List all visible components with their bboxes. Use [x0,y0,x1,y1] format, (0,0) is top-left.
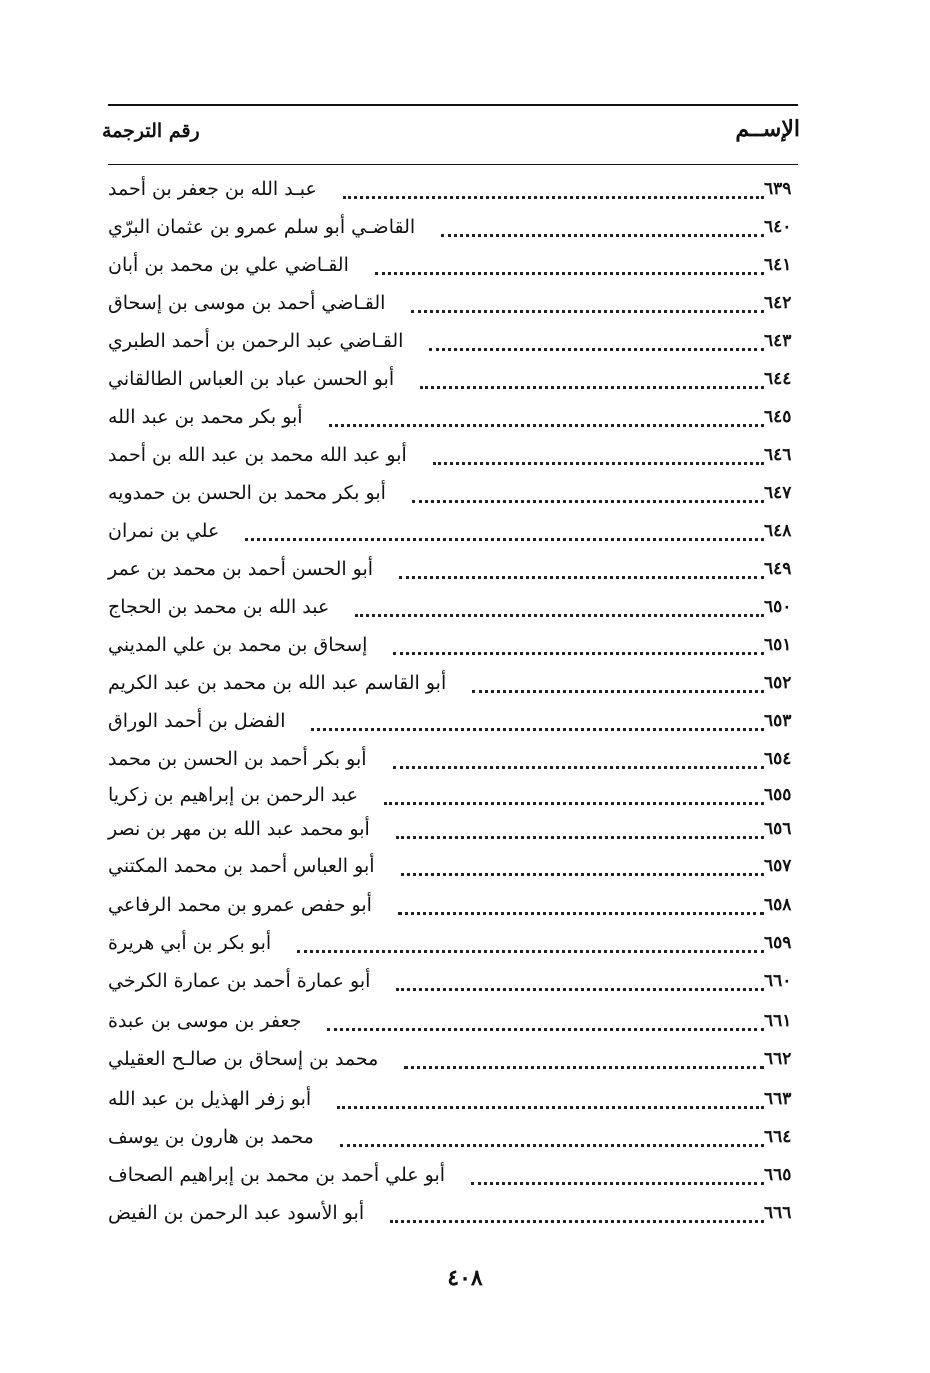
header-rule [108,164,798,165]
dot-leader [327,1028,764,1031]
dot-leader [340,1144,764,1147]
dot-leader [375,272,764,275]
dot-leader [355,614,764,617]
dot-leader [393,766,764,769]
entry-number: ٦٦٤ [764,1127,792,1147]
index-entry-row [100,1158,804,1192]
entry-name: أبو القاسم عبد الله بن محمد بن عبد الكريم [108,672,447,694]
dot-leader [399,576,764,579]
dot-leader [404,1066,764,1069]
entry-number: ٦٥٥ [764,785,792,805]
entry-number: ٦٥٢ [764,673,792,693]
dot-leader [412,500,764,503]
index-entry-row [100,286,804,320]
entry-number: ٦٥٦ [764,819,792,839]
entry-number: ٦٦٣ [764,1089,792,1109]
entry-number: ٦٦٦ [764,1203,792,1223]
dot-leader [297,950,764,953]
entry-number: ٦٥٧ [764,856,792,876]
entry-number: ٦٤٢ [764,293,792,313]
entry-number: ٦٦٥ [764,1165,792,1185]
dot-leader [343,196,764,199]
index-entry-row [100,666,804,700]
entry-name: القـاضي أحمد بن موسى بن إسحاق [108,292,386,314]
dot-leader [441,234,764,237]
entry-name: أبو علي أحمد بن محمد بن إبراهيم الصحاف [108,1164,446,1186]
index-entry-row [100,964,804,998]
entry-number: ٦٤٣ [764,331,792,351]
dot-leader [396,988,764,991]
entry-name: عبـد الله بن جعفر بن أحمد [108,178,317,200]
entry-number: ٦٣٩ [764,179,792,199]
index-entry-row [100,552,804,586]
dot-leader [396,836,764,839]
entry-name: أبو عبد الله محمد بن عبد الله بن أحمد [108,444,407,466]
index-entry-row [100,888,804,922]
index-entry-row [100,248,804,282]
page-number: ٤٠٨ [447,1265,483,1291]
index-entry-row [100,628,804,662]
entry-number: ٦٤٠ [764,217,792,237]
entry-name: أبو محمد عبد الله بن مهر بن نصر [108,818,370,840]
entry-number: ٦٦١ [764,1011,792,1031]
index-entry-row [100,476,804,510]
dot-leader [401,873,764,876]
entry-number: ٦٥٣ [764,711,792,731]
entry-name: أبو الحسن أحمد بن محمد بن عمر [108,558,374,580]
dot-leader [411,310,764,313]
index-entry-row [100,778,804,812]
entry-name: أبو الحسن عباد بن العباس الطالقاني [108,368,395,390]
entry-name: محمد بن هارون بن يوسف [108,1126,314,1148]
index-entry-row [100,400,804,434]
entry-name: محمد بن إسحاق بن صالـح العقيلي [108,1048,379,1070]
entry-number: ٦٥٨ [764,895,792,915]
entry-number: ٦٦٠ [764,971,792,991]
entry-number: ٦٤٩ [764,559,792,579]
entry-name: أبو بكر محمد بن الحسن بن حمدويه [108,482,386,504]
top-rule [108,104,798,106]
entry-name: أبو بكر محمد بن عبد الله [108,406,303,428]
dot-leader [420,386,764,389]
entry-number: ٦٤٦ [764,445,792,465]
index-entry-row [100,210,804,244]
entry-name: أبو العباس أحمد بن محمد المكتني [108,855,375,877]
entry-name: إسحاق بن محمد بن علي المديني [108,634,368,656]
index-entry-row [100,324,804,358]
entry-name: علي بن نمران [108,520,220,542]
entry-number: ٦٤٧ [764,483,792,503]
index-entry-row [100,362,804,396]
index-entry-row [100,1196,804,1230]
entry-name: القـاضي عبد الرحمن بن أحمد الطبري [108,330,404,352]
entry-number: ٦٤٨ [764,521,792,541]
entry-name: أبو عمارة أحمد بن عمارة الكرخي [108,970,371,992]
index-entry-row [100,438,804,472]
entry-number: ٦٥٤ [764,749,792,769]
index-entry-row [100,812,804,846]
entry-name: عبد الله بن محمد بن الحجاج [108,596,330,618]
entry-name: أبو حفص عمرو بن محمد الرفاعي [108,894,372,916]
dot-leader [311,728,764,731]
index-entry-row [100,172,804,206]
index-entry-row [100,1004,804,1038]
dot-leader [472,690,764,693]
dot-leader [471,1182,764,1185]
entry-number: ٦٤١ [764,255,792,275]
dot-leader [429,348,764,351]
index-entry-row [100,1042,804,1076]
entry-number: ٦٤٤ [764,369,792,389]
index-entry-row [100,742,804,776]
entry-name: أبو بكر أحمد بن الحسن بن محمد [108,748,367,770]
dot-leader [398,912,764,915]
index-entry-row [100,1082,804,1116]
column-header-number: رقم الترجمة [102,120,200,142]
entry-name: أبو الأسود عبد الرحمن بن الفيض [108,1202,365,1224]
entry-name: الفضل بن أحمد الوراق [108,710,286,732]
index-entry-row [100,704,804,738]
entry-number: ٦٦٢ [764,1049,792,1069]
entry-number: ٦٤٥ [764,407,792,427]
entry-name: جعفر بن موسى بن عبدة [108,1010,302,1032]
dot-leader [390,1220,764,1223]
index-entry-row [100,1120,804,1154]
entry-number: ٦٥٩ [764,933,792,953]
entry-number: ٦٥٠ [764,597,792,617]
index-entry-row [100,926,804,960]
index-entry-row [100,514,804,548]
dot-leader [337,1106,764,1109]
dot-leader [245,538,764,541]
dot-leader [329,424,764,427]
dot-leader [384,802,764,805]
column-header-name: الإســم [735,116,800,142]
dot-leader [393,652,764,655]
entry-name: عبد الرحمن بن إبراهيم بن زكريا [108,784,358,806]
dot-leader [433,462,764,465]
entry-name: القـاضي علي بن محمد بن أبان [108,254,349,276]
entry-name: أبو بكر بن أبي هريرة [108,932,272,954]
index-entry-row [100,590,804,624]
entry-name: القاضـي أبو سلم عمرو بن عثمان البرّي [108,216,416,238]
entry-number: ٦٥١ [764,635,792,655]
entry-name: أبو زفر الهذيل بن عبد الله [108,1088,312,1110]
index-entry-row [100,849,804,883]
